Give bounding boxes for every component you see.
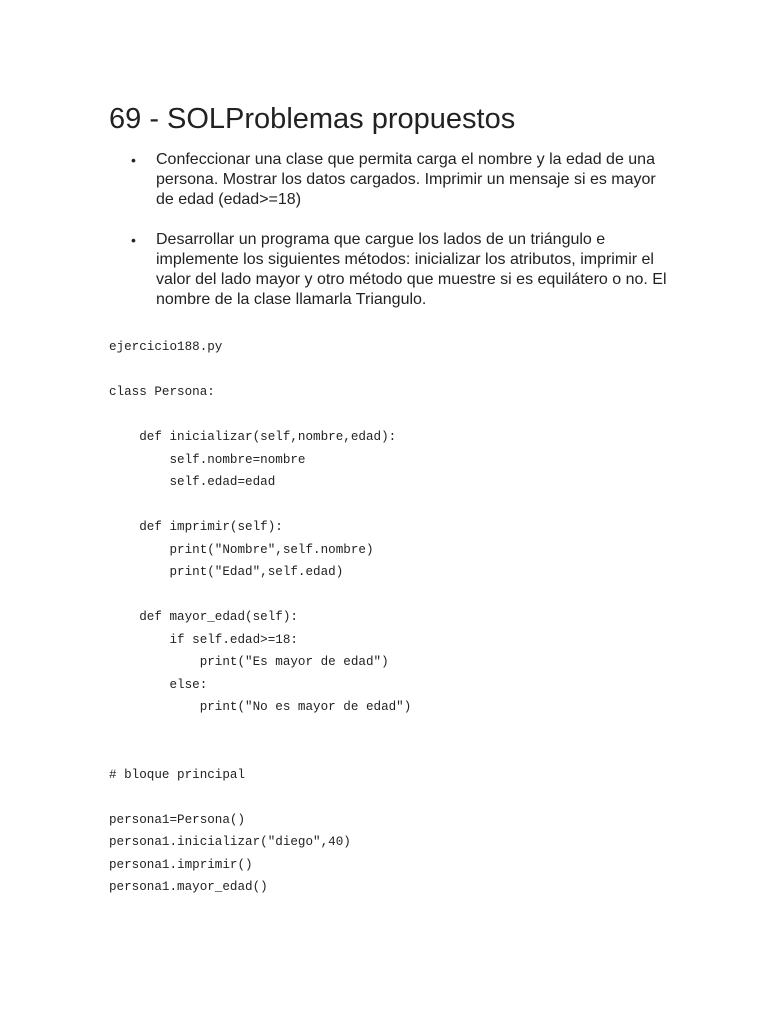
code-line: def imprimir(self): <box>109 520 283 534</box>
bullet-icon: • <box>131 232 136 248</box>
code-line <box>109 741 411 764</box>
code-line <box>109 584 411 607</box>
problem-item <box>109 230 669 310</box>
code-line: persona1.imprimir() <box>109 857 253 872</box>
page-title: 69 - SOLProblemas propuestos <box>109 103 516 135</box>
problem-list <box>109 150 669 330</box>
code-line <box>109 359 411 382</box>
code-line: print("No es mayor de edad") <box>109 700 412 714</box>
bullet-icon: • <box>131 152 136 168</box>
code-line: persona1.mayor_edad() <box>109 880 268 894</box>
problem-text: Confeccionar una clase que permita carga el nombre y la edad de una persona. Mostrar los datos cargados. Imprimir un mensaje si es mayor de edad (edad>=18) <box>156 151 656 208</box>
code-block <box>109 336 411 899</box>
code-line: ejercicio188.py <box>109 340 223 354</box>
code-line <box>109 404 411 427</box>
code-line: self.edad=edad <box>109 475 276 489</box>
code-line <box>109 786 411 809</box>
code-line: persona1=Persona() <box>109 812 246 827</box>
code-line: def inicializar(self,nombre,edad): <box>109 430 397 444</box>
code-line: print("Nombre",self.nombre) <box>109 542 374 557</box>
code-line <box>109 494 411 517</box>
code-line: if self.edad>=18: <box>109 632 298 647</box>
code-line: # bloque principal <box>109 767 246 782</box>
problem-item <box>109 150 669 210</box>
code-line: class Persona: <box>109 385 215 399</box>
problem-text: Desarrollar un programa que cargue los lados de un triángulo e implemente los siguientes métodos: inicializar los atributos, imprimir el valor del lado mayor y otro método que muestre si es equilátero o no. El nombre de la clase llamarla Triangulo. <box>156 231 667 308</box>
code-line: self.nombre=nombre <box>109 452 306 467</box>
code-line: print("Es mayor de edad") <box>109 655 389 669</box>
code-line: def mayor_edad(self): <box>109 610 298 624</box>
code-line: else: <box>109 677 208 692</box>
code-line: persona1.inicializar("diego",40) <box>109 835 351 849</box>
code-line: print("Edad",self.edad) <box>109 565 344 579</box>
code-line <box>109 719 411 742</box>
